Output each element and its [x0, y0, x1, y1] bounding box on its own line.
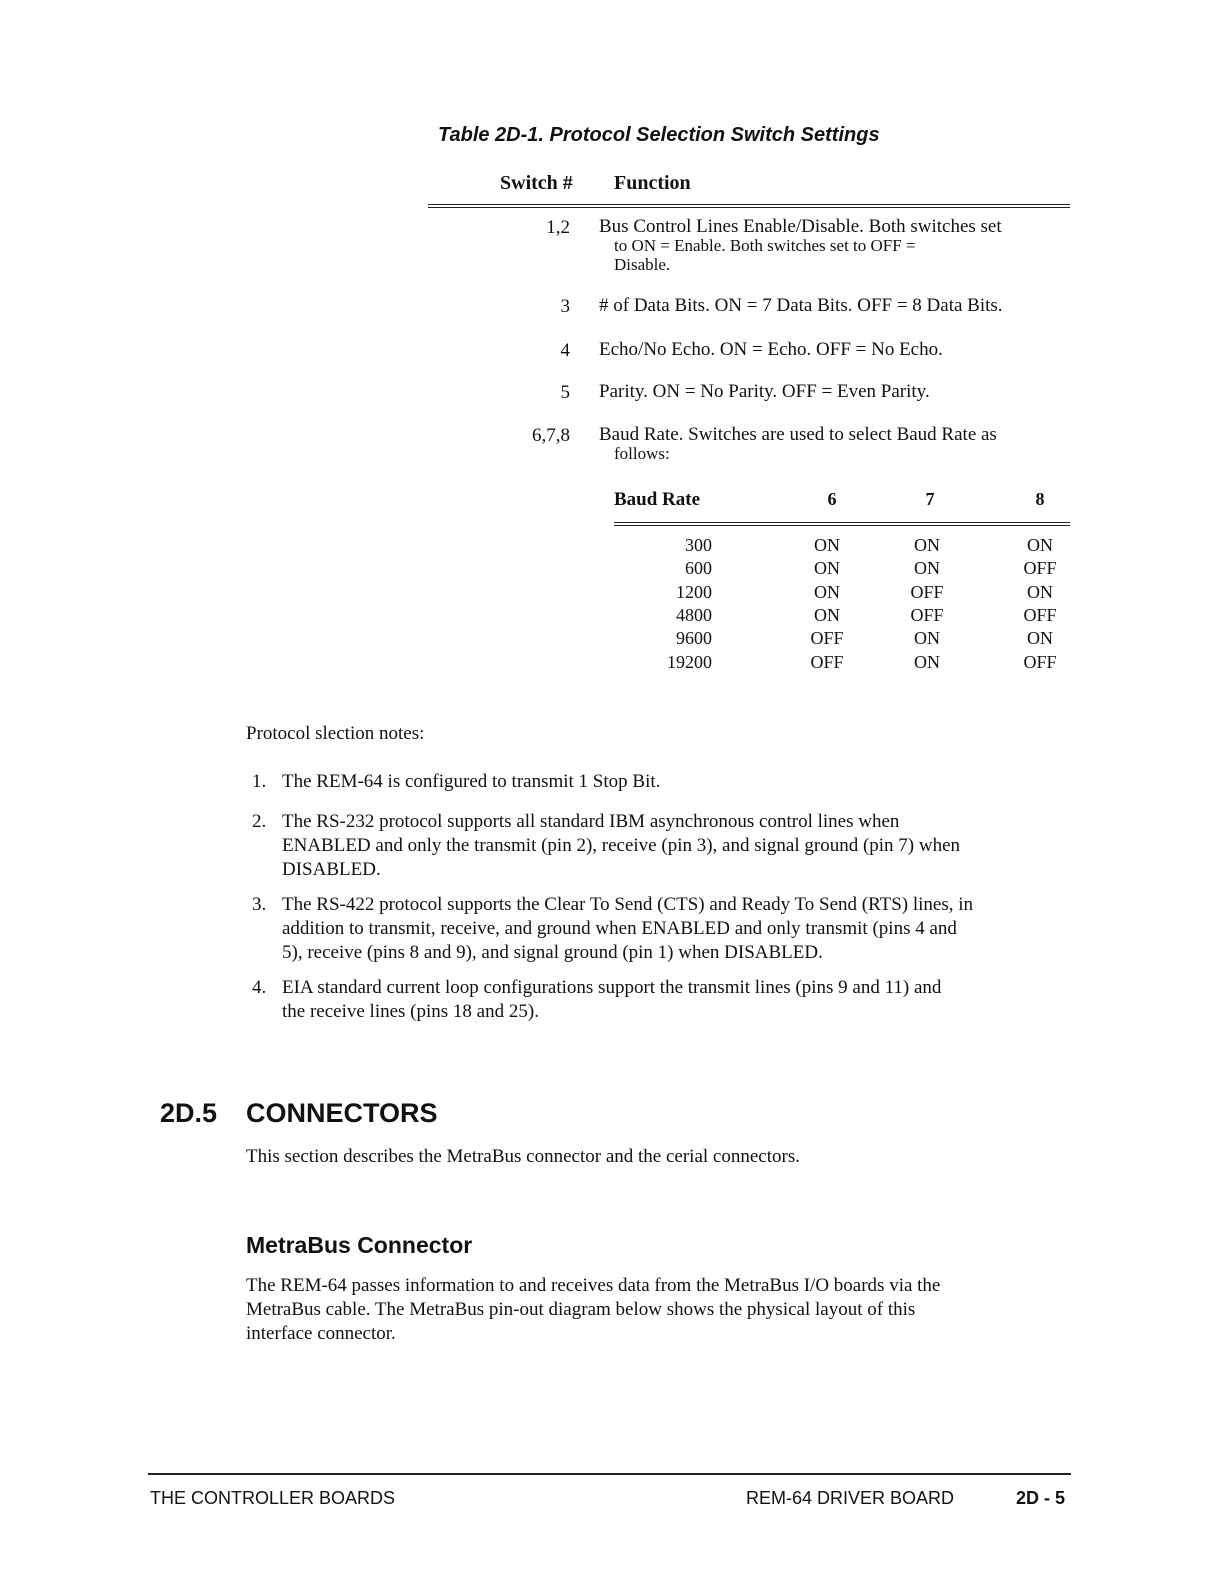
function-line: Baud Rate. Switches are used to select Baud Rate as: [599, 424, 997, 445]
baud-rate-value: 4800: [676, 604, 712, 625]
function-line: Echo/No Echo. ON = Echo. OFF = No Echo.: [599, 339, 943, 360]
subsection-text: [246, 1274, 940, 1346]
footer-left: THE CONTROLLER BOARDS: [150, 1488, 396, 1508]
switch-8-value: OFF: [1023, 604, 1057, 625]
note-number: 1.: [252, 771, 267, 792]
footer-rule: [148, 1473, 1071, 1475]
switch-number: 3: [560, 296, 570, 317]
switch-6-value: ON: [814, 558, 840, 579]
note-line: [252, 976, 941, 1000]
note-line: [252, 770, 660, 794]
switch-number: 6,7,8: [532, 425, 570, 446]
baud-rate-value: 9600: [676, 628, 712, 649]
section-text: This section describes the MetraBus connector and the cerial connectors.: [246, 1146, 800, 1167]
function-line: to ON = Enable. Both switches set to OFF =: [614, 236, 916, 255]
baud-header-switch-6: 6: [827, 489, 837, 509]
baud-header-switch-7: 7: [925, 489, 935, 509]
function-line: Parity. ON = No Parity. OFF = Even Parity.: [599, 381, 930, 402]
note-line: the receive lines (pins 18 and 25).: [282, 1001, 539, 1022]
note-text: The RS-232 protocol supports all standard IBM asynchronous control lines when: [282, 811, 900, 832]
switch-7-value: ON: [914, 651, 940, 672]
function-line: # of Data Bits. ON = 7 Data Bits. OFF = 8 Data Bits.: [599, 295, 1003, 316]
paragraph-line: MetraBus cable. The MetraBus pin-out diagram below shows the physical layout of this: [246, 1299, 916, 1320]
note-line: DISABLED.: [282, 859, 381, 880]
function-line: follows:: [614, 444, 670, 463]
switch-8-value: OFF: [1023, 558, 1057, 579]
baud-rate-value: 600: [685, 558, 712, 579]
notes-intro: Protocol slection notes:: [246, 723, 425, 744]
switch-6-value: ON: [814, 535, 840, 555]
function-line: Disable.: [614, 255, 671, 274]
note-text: The REM-64 is configured to transmit 1 Stop Bit.: [282, 771, 661, 792]
function-line: Bus Control Lines Enable/Disable. Both switches set: [599, 216, 1002, 237]
function-text: [599, 340, 943, 359]
switch-7-value: ON: [914, 558, 940, 579]
note-item: [252, 893, 973, 965]
table-title: Table 2D-1. Protocol Selection Switch Settings: [438, 124, 880, 146]
note-line: [252, 893, 973, 917]
function-text: [599, 296, 1003, 315]
switch-7-value: ON: [914, 535, 940, 555]
note-line: [252, 810, 960, 834]
note-number: 3.: [252, 894, 267, 915]
note-number: 2.: [252, 811, 267, 832]
note-line: addition to transmit, receive, and ground when ENABLED and only transmit (pins 4 and: [282, 918, 957, 939]
note-line: ENABLED and only the transmit (pin 2), receive (pin 3), and signal ground (pin 7) when: [282, 835, 961, 856]
subsection-title: MetraBus Connector: [246, 1232, 473, 1258]
switch-number: 5: [560, 382, 570, 403]
column-header-function: Function: [614, 172, 691, 194]
column-header-switch: Switch #: [500, 172, 573, 194]
switch-8-value: ON: [1027, 628, 1053, 649]
baud-header-rule: [614, 522, 1070, 526]
switch-8-value: ON: [1027, 581, 1053, 602]
switch-7-value: OFF: [910, 604, 944, 625]
note-line: 5), receive (pins 8 and 9), and signal ground (pin 1) when DISABLED.: [282, 942, 823, 963]
table-header-rule: [428, 204, 1070, 208]
note-item: [252, 976, 941, 1024]
switch-6-value: ON: [814, 581, 840, 602]
note-number: 4.: [252, 977, 267, 998]
switch-7-value: ON: [914, 628, 940, 649]
note-item: [252, 770, 660, 794]
note-text: EIA standard current loop configurations support the transmit lines (pins 9 and 11) and: [282, 977, 942, 998]
paragraph-line: The REM-64 passes information to and receives data from the MetraBus I/O boards via the: [246, 1275, 941, 1296]
baud-rate-value: 300: [685, 535, 712, 555]
switch-number: 1,2: [546, 217, 570, 238]
note-item: [252, 810, 960, 882]
baud-header-switch-8: 8: [1035, 489, 1045, 509]
baud-rate-value: 1200: [676, 581, 712, 602]
function-text: [599, 425, 997, 463]
baud-header-rate: Baud Rate: [614, 489, 701, 510]
switch-number: 4: [560, 340, 570, 361]
switch-7-value: OFF: [910, 581, 944, 602]
paragraph-line: interface connector.: [246, 1323, 396, 1344]
page-number: 2D - 5: [1016, 1488, 1066, 1508]
section-number: 2D.5: [160, 1098, 218, 1128]
switch-6-value: ON: [814, 604, 840, 625]
switch-6-value: OFF: [810, 628, 844, 649]
switch-8-value: ON: [1027, 535, 1053, 555]
function-text: [599, 217, 1002, 274]
switch-8-value: OFF: [1023, 651, 1057, 672]
baud-rate-value: 19200: [667, 651, 712, 672]
function-text: [599, 382, 930, 401]
section-title: CONNECTORS: [246, 1098, 438, 1128]
note-text: The RS-422 protocol supports the Clear To Send (CTS) and Ready To Send (RTS) lines, in: [282, 894, 974, 915]
footer-middle: REM-64 DRIVER BOARD: [746, 1488, 955, 1508]
switch-6-value: OFF: [810, 651, 844, 672]
